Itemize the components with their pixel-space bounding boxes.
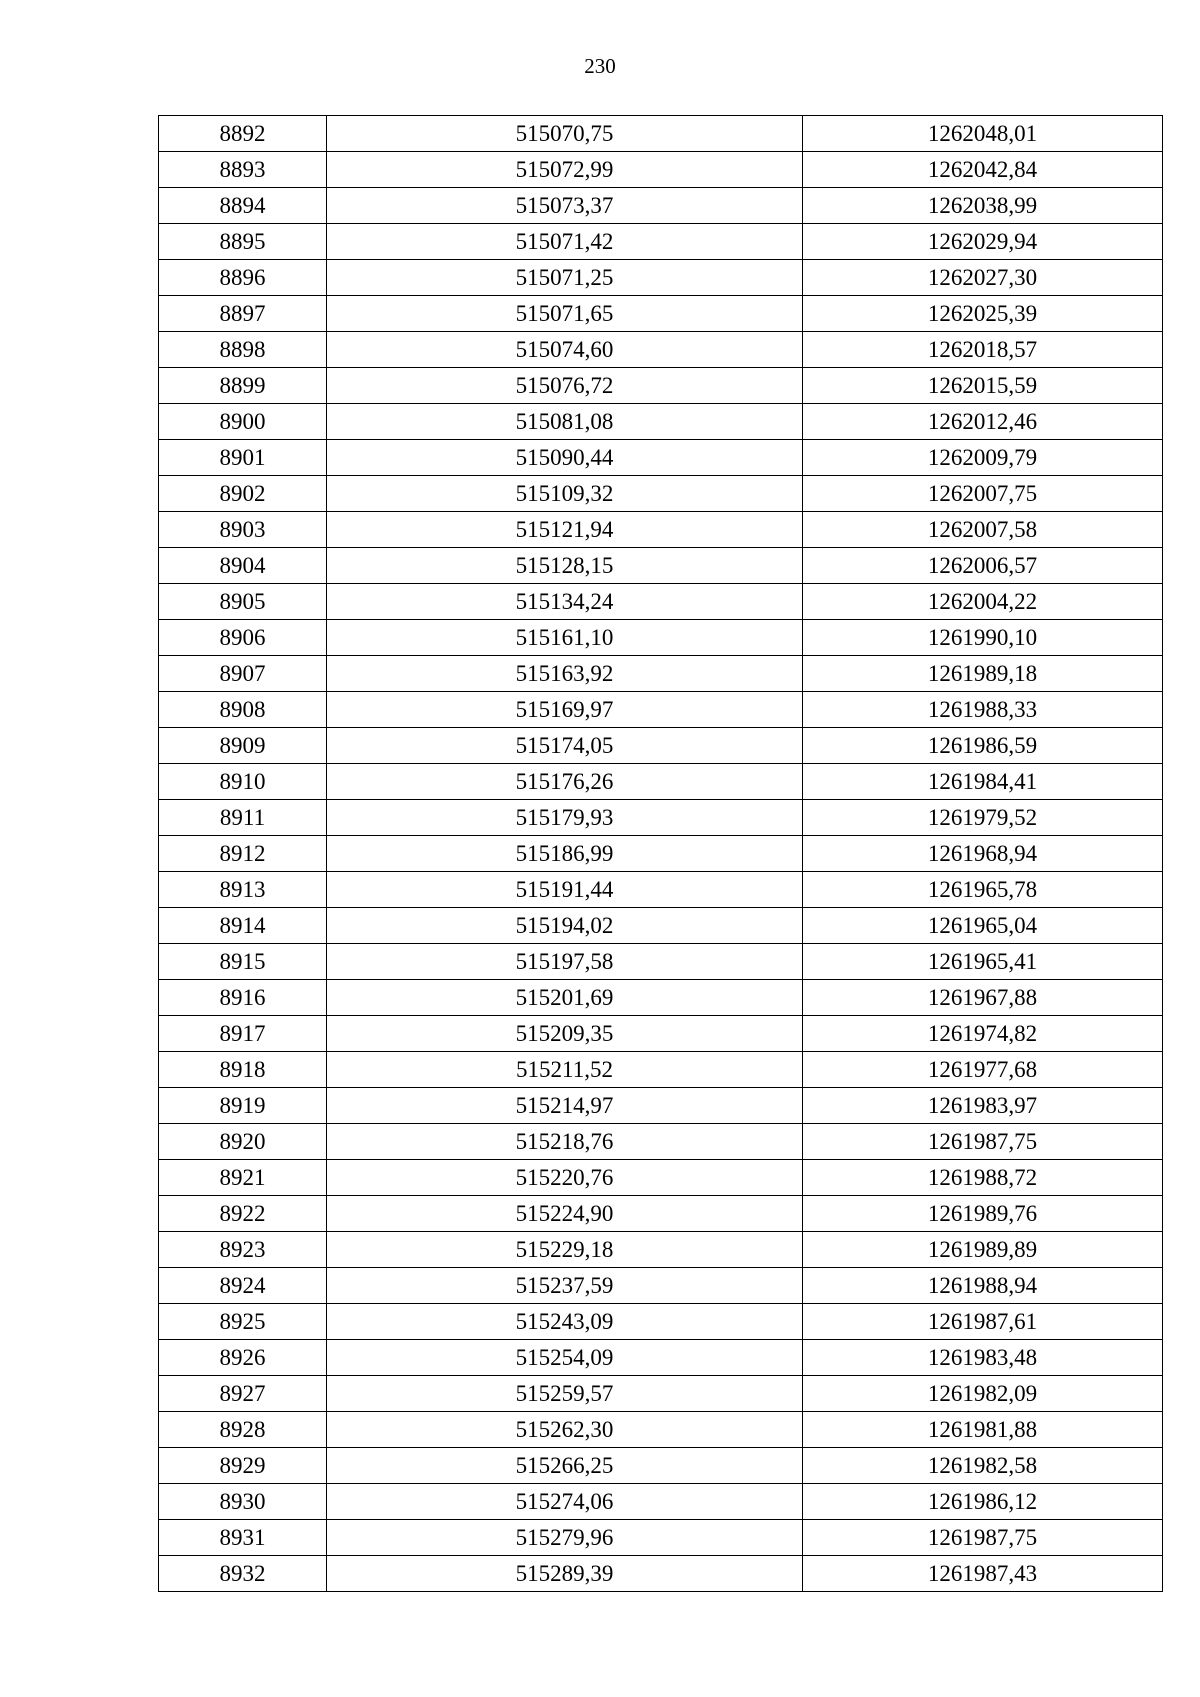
table-row [159, 620, 1163, 656]
y-coordinate-cell: 1262027,30 [803, 260, 1163, 296]
x-coordinate-cell: 515254,09 [327, 1340, 803, 1376]
x-coordinate-cell: 515071,42 [327, 224, 803, 260]
x-coordinate-cell: 515211,52 [327, 1052, 803, 1088]
point-number-cell: 8902 [159, 476, 327, 512]
point-number-cell: 8916 [159, 980, 327, 1016]
point-number-cell: 8925 [159, 1304, 327, 1340]
y-coordinate-cell: 1261965,04 [803, 908, 1163, 944]
table-row [159, 1196, 1163, 1232]
point-number-cell: 8915 [159, 944, 327, 980]
x-coordinate-cell: 515201,69 [327, 980, 803, 1016]
y-coordinate-cell: 1262006,57 [803, 548, 1163, 584]
y-coordinate-cell: 1261974,82 [803, 1016, 1163, 1052]
x-coordinate-cell: 515081,08 [327, 404, 803, 440]
point-number-cell: 8918 [159, 1052, 327, 1088]
y-coordinate-cell: 1261977,68 [803, 1052, 1163, 1088]
table-row [159, 296, 1163, 332]
x-coordinate-cell: 515073,37 [327, 188, 803, 224]
table-row [159, 1376, 1163, 1412]
x-coordinate-cell: 515134,24 [327, 584, 803, 620]
table-row [159, 1016, 1163, 1052]
point-number-cell: 8892 [159, 116, 327, 152]
x-coordinate-cell: 515072,99 [327, 152, 803, 188]
table-row [159, 728, 1163, 764]
table-row [159, 404, 1163, 440]
y-coordinate-cell: 1261982,58 [803, 1448, 1163, 1484]
table-row [159, 1268, 1163, 1304]
point-number-cell: 8927 [159, 1376, 327, 1412]
point-number-cell: 8928 [159, 1412, 327, 1448]
coordinates-table [158, 115, 1163, 1592]
x-coordinate-cell: 515289,39 [327, 1556, 803, 1592]
table-row [159, 980, 1163, 1016]
table-row [159, 584, 1163, 620]
x-coordinate-cell: 515071,25 [327, 260, 803, 296]
x-coordinate-cell: 515176,26 [327, 764, 803, 800]
y-coordinate-cell: 1262009,79 [803, 440, 1163, 476]
point-number-cell: 8914 [159, 908, 327, 944]
y-coordinate-cell: 1261967,88 [803, 980, 1163, 1016]
y-coordinate-cell: 1261989,18 [803, 656, 1163, 692]
y-coordinate-cell: 1262007,58 [803, 512, 1163, 548]
y-coordinate-cell: 1262042,84 [803, 152, 1163, 188]
point-number-cell: 8895 [159, 224, 327, 260]
point-number-cell: 8932 [159, 1556, 327, 1592]
table-row [159, 1412, 1163, 1448]
table-row [159, 260, 1163, 296]
table-row [159, 188, 1163, 224]
point-number-cell: 8917 [159, 1016, 327, 1052]
y-coordinate-cell: 1261990,10 [803, 620, 1163, 656]
x-coordinate-cell: 515274,06 [327, 1484, 803, 1520]
table-row [159, 548, 1163, 584]
x-coordinate-cell: 515179,93 [327, 800, 803, 836]
point-number-cell: 8910 [159, 764, 327, 800]
x-coordinate-cell: 515262,30 [327, 1412, 803, 1448]
table-row [159, 332, 1163, 368]
x-coordinate-cell: 515074,60 [327, 332, 803, 368]
y-coordinate-cell: 1262015,59 [803, 368, 1163, 404]
point-number-cell: 8911 [159, 800, 327, 836]
table-row [159, 1304, 1163, 1340]
table-row [159, 512, 1163, 548]
y-coordinate-cell: 1262012,46 [803, 404, 1163, 440]
x-coordinate-cell: 515259,57 [327, 1376, 803, 1412]
point-number-cell: 8900 [159, 404, 327, 440]
point-number-cell: 8931 [159, 1520, 327, 1556]
point-number-cell: 8909 [159, 728, 327, 764]
point-number-cell: 8904 [159, 548, 327, 584]
x-coordinate-cell: 515161,10 [327, 620, 803, 656]
table-row [159, 1160, 1163, 1196]
table-row [159, 836, 1163, 872]
point-number-cell: 8894 [159, 188, 327, 224]
table-row [159, 1340, 1163, 1376]
x-coordinate-cell: 515229,18 [327, 1232, 803, 1268]
table-row [159, 656, 1163, 692]
point-number-cell: 8921 [159, 1160, 327, 1196]
y-coordinate-cell: 1261984,41 [803, 764, 1163, 800]
x-coordinate-cell: 515197,58 [327, 944, 803, 980]
y-coordinate-cell: 1262038,99 [803, 188, 1163, 224]
table-row [159, 1484, 1163, 1520]
table-row [159, 1520, 1163, 1556]
point-number-cell: 8926 [159, 1340, 327, 1376]
x-coordinate-cell: 515279,96 [327, 1520, 803, 1556]
x-coordinate-cell: 515237,59 [327, 1268, 803, 1304]
point-number-cell: 8923 [159, 1232, 327, 1268]
y-coordinate-cell: 1261979,52 [803, 800, 1163, 836]
y-coordinate-cell: 1261988,72 [803, 1160, 1163, 1196]
y-coordinate-cell: 1262004,22 [803, 584, 1163, 620]
table-row [159, 944, 1163, 980]
point-number-cell: 8930 [159, 1484, 327, 1520]
point-number-cell: 8896 [159, 260, 327, 296]
table-row [159, 368, 1163, 404]
x-coordinate-cell: 515220,76 [327, 1160, 803, 1196]
point-number-cell: 8905 [159, 584, 327, 620]
point-number-cell: 8913 [159, 872, 327, 908]
y-coordinate-cell: 1261987,43 [803, 1556, 1163, 1592]
x-coordinate-cell: 515224,90 [327, 1196, 803, 1232]
y-coordinate-cell: 1262018,57 [803, 332, 1163, 368]
y-coordinate-cell: 1261988,33 [803, 692, 1163, 728]
x-coordinate-cell: 515266,25 [327, 1448, 803, 1484]
y-coordinate-cell: 1261968,94 [803, 836, 1163, 872]
x-coordinate-cell: 515090,44 [327, 440, 803, 476]
y-coordinate-cell: 1261986,59 [803, 728, 1163, 764]
y-coordinate-cell: 1261983,97 [803, 1088, 1163, 1124]
table-row [159, 116, 1163, 152]
y-coordinate-cell: 1262007,75 [803, 476, 1163, 512]
point-number-cell: 8922 [159, 1196, 327, 1232]
table-row [159, 1232, 1163, 1268]
point-number-cell: 8901 [159, 440, 327, 476]
point-number-cell: 8920 [159, 1124, 327, 1160]
coordinates-table-body [159, 116, 1163, 1592]
y-coordinate-cell: 1262029,94 [803, 224, 1163, 260]
table-row [159, 476, 1163, 512]
point-number-cell: 8903 [159, 512, 327, 548]
y-coordinate-cell: 1261989,89 [803, 1232, 1163, 1268]
y-coordinate-cell: 1261988,94 [803, 1268, 1163, 1304]
x-coordinate-cell: 515191,44 [327, 872, 803, 908]
table-row [159, 908, 1163, 944]
y-coordinate-cell: 1261983,48 [803, 1340, 1163, 1376]
table-row [159, 1088, 1163, 1124]
table-row [159, 1052, 1163, 1088]
x-coordinate-cell: 515071,65 [327, 296, 803, 332]
x-coordinate-cell: 515076,72 [327, 368, 803, 404]
x-coordinate-cell: 515128,15 [327, 548, 803, 584]
table-row [159, 764, 1163, 800]
point-number-cell: 8924 [159, 1268, 327, 1304]
table-row [159, 1556, 1163, 1592]
y-coordinate-cell: 1262048,01 [803, 116, 1163, 152]
y-coordinate-cell: 1262025,39 [803, 296, 1163, 332]
x-coordinate-cell: 515109,32 [327, 476, 803, 512]
x-coordinate-cell: 515186,99 [327, 836, 803, 872]
table-row [159, 692, 1163, 728]
x-coordinate-cell: 515209,35 [327, 1016, 803, 1052]
table-row [159, 800, 1163, 836]
x-coordinate-cell: 515070,75 [327, 116, 803, 152]
table-row [159, 1124, 1163, 1160]
x-coordinate-cell: 515218,76 [327, 1124, 803, 1160]
x-coordinate-cell: 515214,97 [327, 1088, 803, 1124]
point-number-cell: 8906 [159, 620, 327, 656]
y-coordinate-cell: 1261987,61 [803, 1304, 1163, 1340]
table-row [159, 224, 1163, 260]
point-number-cell: 8912 [159, 836, 327, 872]
y-coordinate-cell: 1261989,76 [803, 1196, 1163, 1232]
table-row [159, 872, 1163, 908]
x-coordinate-cell: 515243,09 [327, 1304, 803, 1340]
y-coordinate-cell: 1261986,12 [803, 1484, 1163, 1520]
point-number-cell: 8898 [159, 332, 327, 368]
y-coordinate-cell: 1261982,09 [803, 1376, 1163, 1412]
point-number-cell: 8893 [159, 152, 327, 188]
x-coordinate-cell: 515121,94 [327, 512, 803, 548]
y-coordinate-cell: 1261981,88 [803, 1412, 1163, 1448]
point-number-cell: 8908 [159, 692, 327, 728]
point-number-cell: 8919 [159, 1088, 327, 1124]
table-row [159, 440, 1163, 476]
x-coordinate-cell: 515163,92 [327, 656, 803, 692]
y-coordinate-cell: 1261987,75 [803, 1124, 1163, 1160]
y-coordinate-cell: 1261987,75 [803, 1520, 1163, 1556]
x-coordinate-cell: 515174,05 [327, 728, 803, 764]
y-coordinate-cell: 1261965,41 [803, 944, 1163, 980]
y-coordinate-cell: 1261965,78 [803, 872, 1163, 908]
x-coordinate-cell: 515194,02 [327, 908, 803, 944]
point-number-cell: 8929 [159, 1448, 327, 1484]
x-coordinate-cell: 515169,97 [327, 692, 803, 728]
page-number: 230 [584, 54, 616, 78]
point-number-cell: 8899 [159, 368, 327, 404]
table-row [159, 152, 1163, 188]
table-row [159, 1448, 1163, 1484]
point-number-cell: 8897 [159, 296, 327, 332]
point-number-cell: 8907 [159, 656, 327, 692]
